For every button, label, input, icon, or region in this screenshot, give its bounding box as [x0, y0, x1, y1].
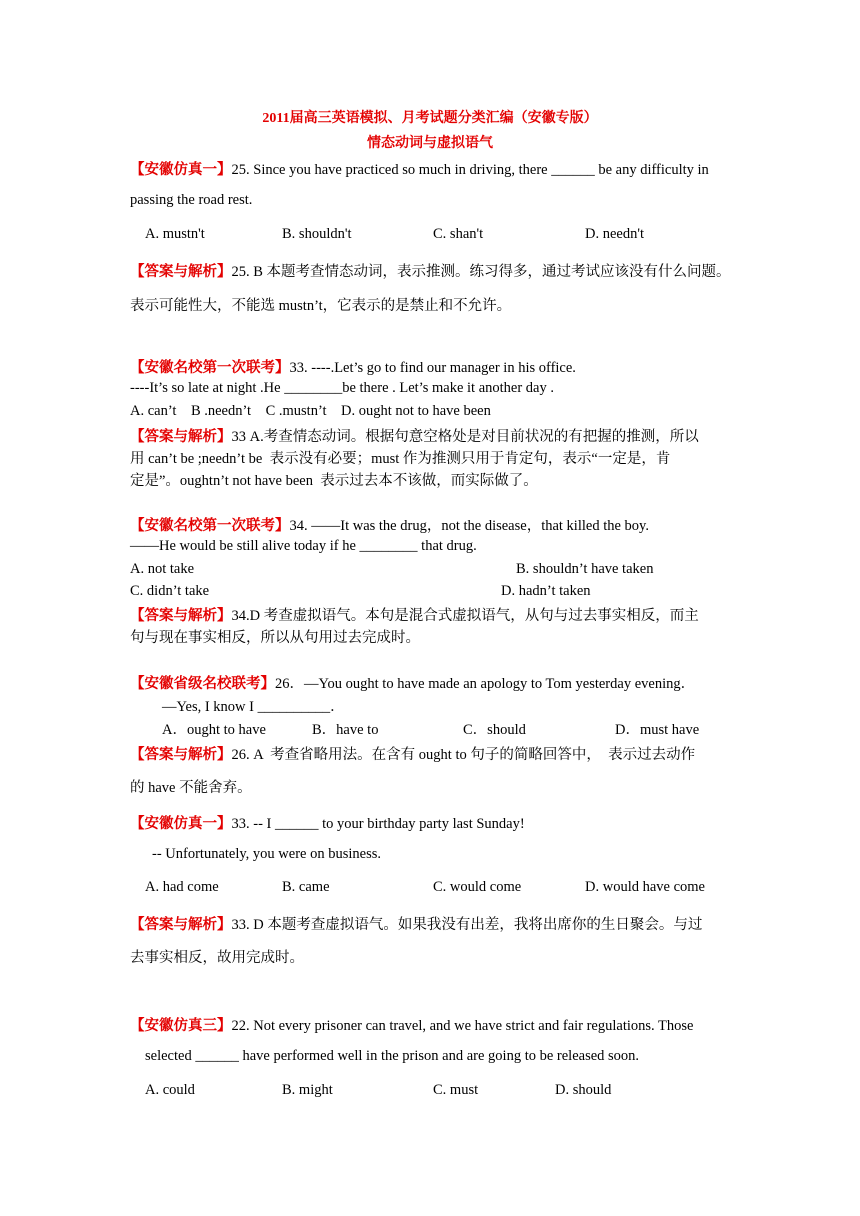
question-4-stem-line1: 【安徽省级名校联考】26．—You ought to have made an apology to Tom yesterday evening．	[130, 676, 696, 692]
question-3-answer-line1: 【答案与解析】34.D 考查虚拟语气。本句是混合式虚拟语气，从句与过去事实相反，而主	[130, 608, 699, 624]
question-1-stem-line2: passing the road rest.	[130, 192, 253, 208]
question-3-answer-line2: 句与现在事实相反，所以从句用过去完成时。	[130, 630, 420, 646]
question-5-tag: 【安徽仿真一】	[130, 816, 232, 832]
question-3-option-c: C. didn’t take	[130, 583, 210, 599]
question-3-tag: 【安徽名校第一次联考】	[130, 518, 290, 534]
question-4-answer-line1: 【答案与解析】26. A 考查省略用法。在含有 ought to 句子的简略回答中， 表示过去动作	[130, 747, 696, 763]
question-1-option-a: A. mustn't	[145, 226, 205, 242]
question-1-answer-line1: 【答案与解析】25. B 本题考查情态动词，表示推测。练习得多，通过考试应该没有什么问题。	[130, 264, 731, 280]
question-5-stem-line2: -- Unfortunately, you were on business.	[152, 846, 381, 862]
question-4-answer-tag: 【答案与解析】	[130, 747, 232, 763]
question-6-stem-line2: selected ______ have performed well in the prison and are going to be released soon.	[145, 1048, 640, 1064]
question-1-option-b: B. shouldn't	[282, 226, 352, 242]
question-4-stem-line2: —Yes, I know I __________．	[162, 699, 345, 715]
question-6-option-a: A. could	[145, 1082, 195, 1098]
question-5-option-c: C. would come	[433, 879, 522, 895]
question-2-tag: 【安徽名校第一次联考】	[130, 360, 290, 376]
question-3-stem-line2: ——He would be still alive today if he ________ that drug.	[130, 538, 477, 554]
question-5-answer-line1: 【答案与解析】33. D 本题考查虚拟语气。如果我没有出差，我将出席你的生日聚会。与过	[130, 917, 703, 933]
question-4-option-b: B．have to	[312, 722, 379, 738]
question-4-option-c: C．should	[463, 722, 526, 738]
question-2-options: A. can’t B .needn’t C .mustn’t D. ought not to have been	[130, 403, 491, 419]
question-1-option-c: C. shan't	[433, 226, 484, 242]
question-1-answer-line2: 表示可能性大，不能选 mustn’t，它表示的是禁止和不允许。	[130, 298, 512, 314]
question-4-answer-line2: 的 have 不能舍弃。	[130, 780, 252, 796]
question-5-answer-tag: 【答案与解析】	[130, 917, 232, 933]
question-2-answer-line3: 定是”。oughtn’t not have been 表示过去本不该做，而实际做了。	[130, 473, 538, 489]
question-4-option-a: A．ought to have	[162, 722, 266, 738]
question-1-stem-line1: 【安徽仿真一】25. Since you have practiced so much in driving, there ______ be any difficulty in	[130, 162, 709, 178]
question-6-option-d: D. should	[555, 1082, 612, 1098]
question-2-answer-line2: 用 can’t be ;needn’t be 表示没有必要；must 作为推测只用于肯定句，表示“一定是，肯	[130, 451, 671, 467]
question-2-stem-line2: ----It’s so late at night .He ________be there . Let’s make it another day .	[130, 380, 554, 396]
question-5-stem-line1: 【安徽仿真一】33. -- I ______ to your birthday party last Sunday!	[130, 816, 525, 832]
question-5-option-b: B. came	[282, 879, 330, 895]
question-5-answer-line2: 去事实相反，故用完成时。	[130, 950, 304, 966]
question-4-tag: 【安徽省级名校联考】	[130, 676, 275, 692]
question-3-option-d: D. hadn’t taken	[501, 583, 591, 599]
question-2-answer-line1: 【答案与解析】33 A.考查情态动词。根据句意空格处是对目前状况的有把握的推测，所以	[130, 429, 699, 445]
question-4-option-d: D．must have	[615, 722, 700, 738]
question-5-option-a: A. had come	[145, 879, 219, 895]
document-title: 2011届高三英语模拟、月考试题分类汇编（安徽专版）	[262, 111, 598, 126]
question-3-stem-line1: 【安徽名校第一次联考】34. ——It was the drug，not the disease，that killed the boy.	[130, 518, 649, 534]
question-3-answer-tag: 【答案与解析】	[130, 608, 232, 624]
question-6-tag: 【安徽仿真三】	[130, 1018, 232, 1034]
question-6-stem-line1: 【安徽仿真三】22. Not every prisoner can travel, and we have strict and fair regulations. Those	[130, 1018, 694, 1034]
question-2-answer-tag: 【答案与解析】	[130, 429, 232, 445]
question-6-option-c: C. must	[433, 1082, 479, 1098]
question-3-option-a: A. not take	[130, 561, 195, 577]
question-1-tag: 【安徽仿真一】	[130, 162, 232, 178]
question-5-option-d: D. would have come	[585, 879, 705, 895]
document-subtitle: 情态动词与虚拟语气	[367, 136, 493, 151]
question-6-option-b: B. might	[282, 1082, 333, 1098]
question-1-answer-tag: 【答案与解析】	[130, 264, 232, 280]
question-3-option-b: B. shouldn’t have taken	[516, 561, 654, 577]
question-1-option-d: D. needn't	[585, 226, 644, 242]
question-2-stem-line1: 【安徽名校第一次联考】33. ----.Let’s go to find our manager in his office.	[130, 360, 576, 376]
